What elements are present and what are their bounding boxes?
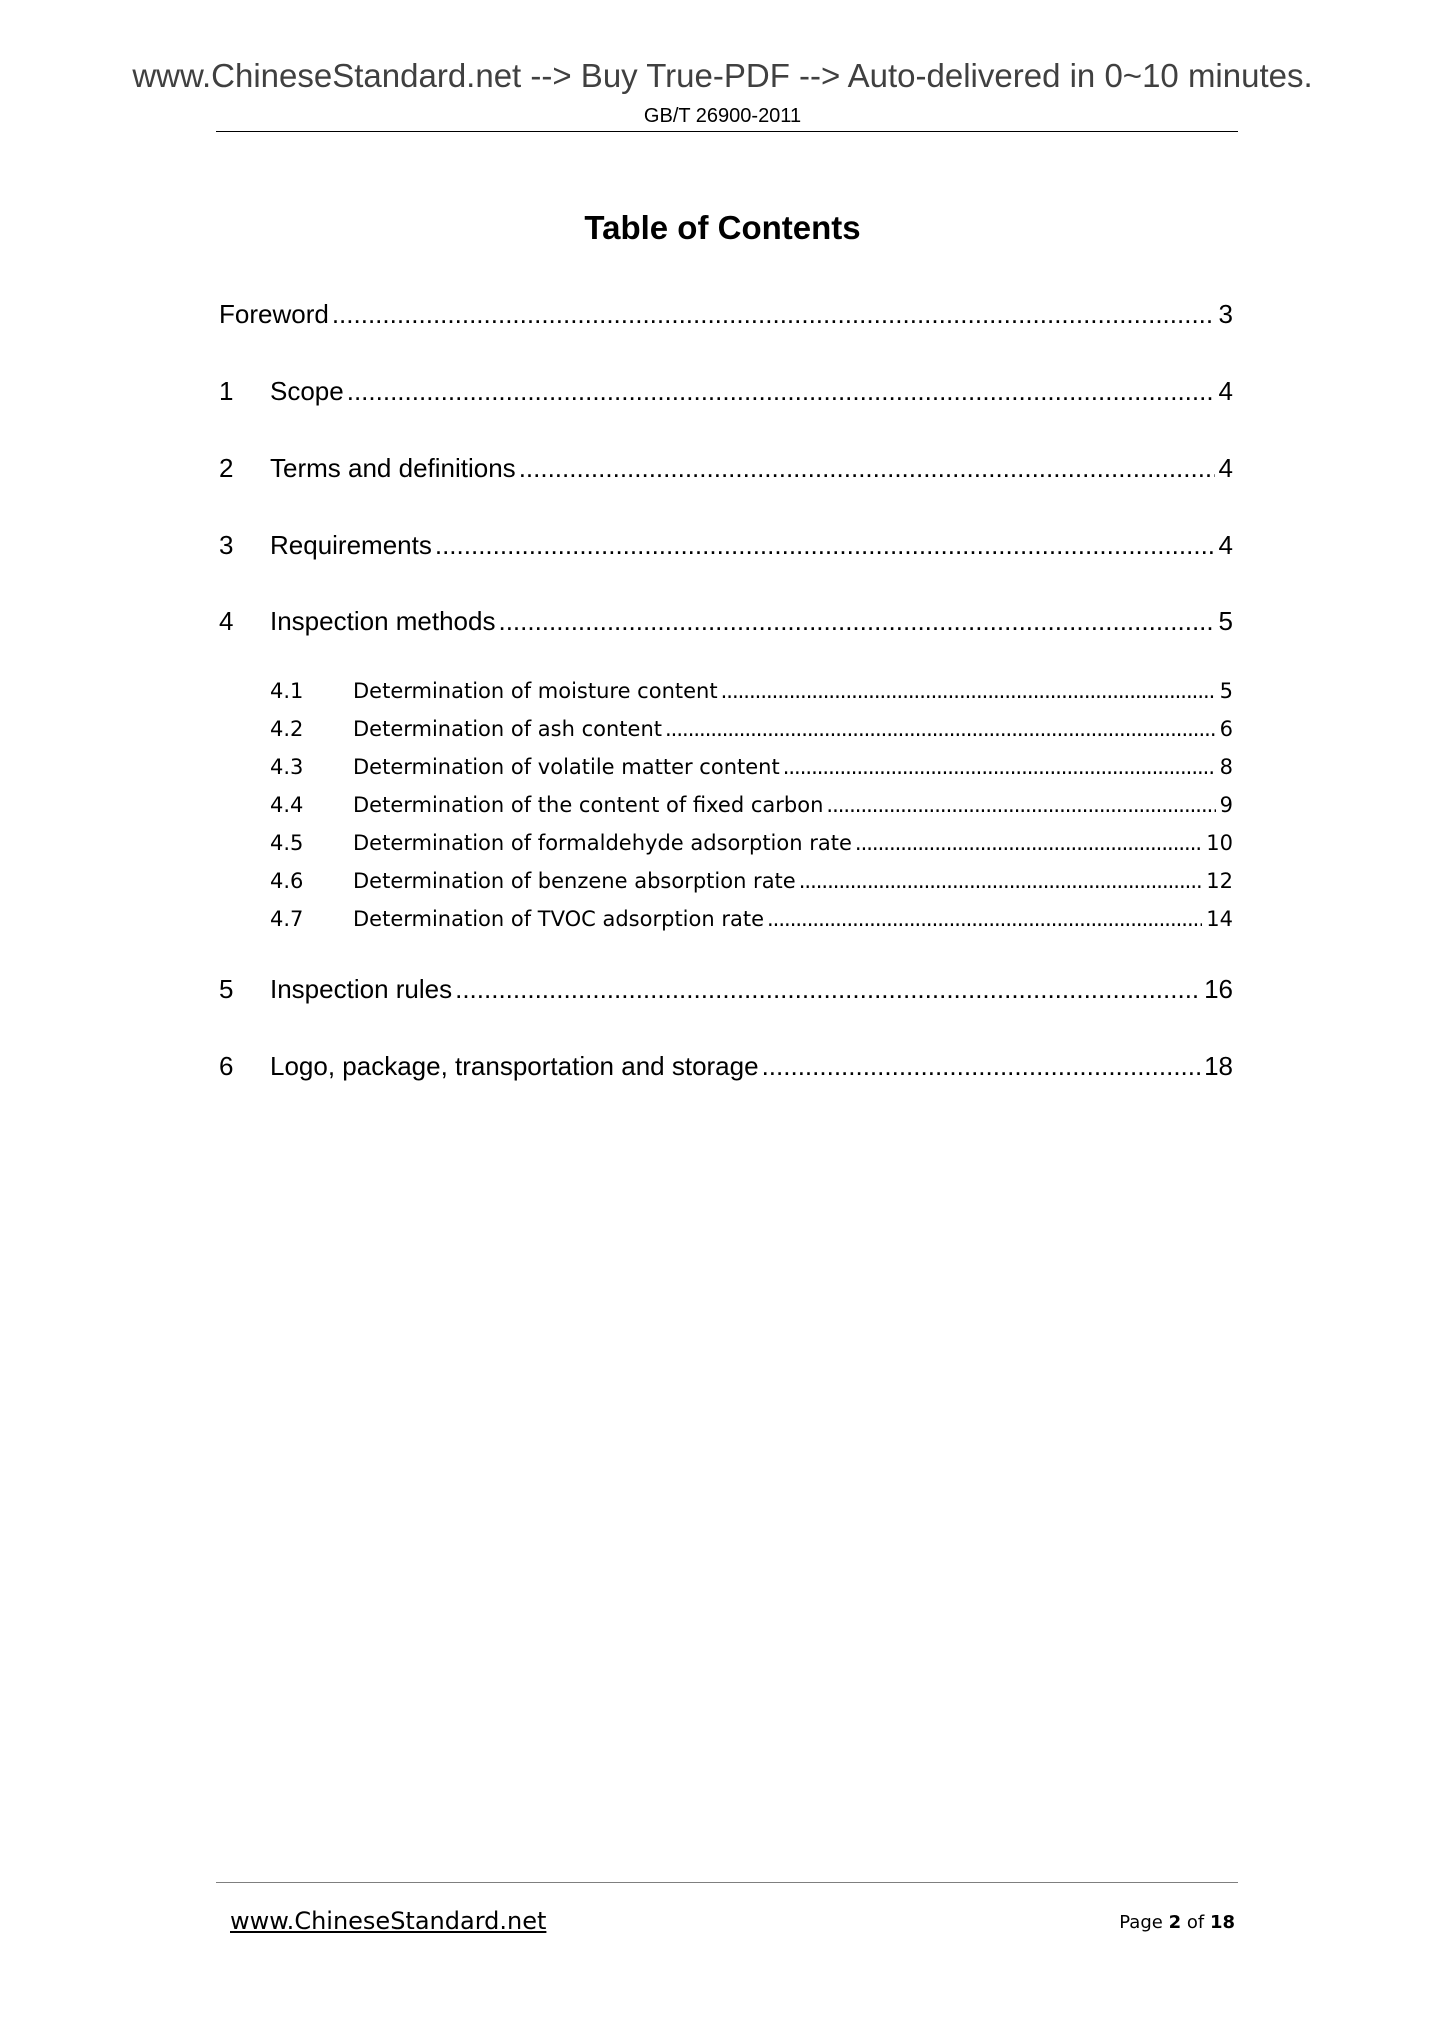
- page-current: 2: [1168, 1912, 1182, 1933]
- footer-divider: [216, 1882, 1238, 1883]
- toc-entry-title: Scope: [270, 376, 344, 406]
- dot-leader: [435, 529, 1215, 561]
- toc-title: Table of Contents: [584, 209, 861, 246]
- toc-entry-title: Determination of volatile matter content: [353, 755, 780, 779]
- toc-entry-page: 5: [1218, 606, 1233, 636]
- toc-entry-title: Logo, package, transportation and storage: [270, 1051, 759, 1081]
- toc-entry-section-5[interactable]: [219, 973, 1233, 1005]
- toc-entry-section-3[interactable]: [219, 529, 1233, 561]
- toc-entry-page: 5: [1219, 679, 1233, 703]
- document-number: GB/T 26900-2011: [643, 105, 802, 127]
- page-prefix: Page: [1119, 1912, 1163, 1933]
- subsection-number: 4.3: [270, 755, 304, 779]
- page-total: 18: [1209, 1912, 1235, 1933]
- subsection-number: 4.6: [270, 869, 304, 893]
- toc-entry-title: Determination of moisture content: [353, 679, 718, 703]
- dot-leader: [762, 1050, 1201, 1082]
- toc-entry-page: 14: [1206, 907, 1233, 931]
- toc-entry-title: Requirements: [270, 530, 432, 560]
- section-number: 6: [219, 1051, 234, 1081]
- toc-entry-title: Determination of formaldehyde adsorption rate: [353, 831, 852, 855]
- section-number: 1: [219, 376, 234, 406]
- top-banner: www.ChineseStandard.net --> Buy True-PDF --> Auto-delivered in 0~10 minutes.: [132, 57, 1313, 94]
- dot-leader: [783, 754, 1216, 780]
- page-of: of: [1186, 1912, 1205, 1933]
- toc-entry-section-4[interactable]: [219, 605, 1233, 637]
- toc-entry-title: Terms and definitions: [270, 453, 516, 483]
- section-number: 4: [219, 606, 234, 636]
- toc-entry-subsection-4-2[interactable]: [270, 716, 1233, 742]
- toc-entry-section-2[interactable]: [219, 452, 1233, 484]
- toc-entry-title: Determination of benzene absorption rate: [353, 869, 796, 893]
- toc-entry-page: 4: [1218, 453, 1233, 483]
- dot-leader: [498, 605, 1214, 637]
- footer-page-number: [1119, 1911, 1235, 1935]
- section-number: 5: [219, 974, 234, 1004]
- toc-entry-subsection-4-6[interactable]: [270, 868, 1233, 894]
- toc-entry-page: 9: [1219, 793, 1233, 817]
- dot-leader: [826, 792, 1215, 818]
- toc-entry-title: Inspection rules: [270, 974, 453, 1004]
- toc-entry-page: 16: [1204, 974, 1233, 1004]
- toc-entry-title: Determination of ash content: [353, 717, 662, 741]
- dot-leader: [332, 298, 1215, 330]
- toc-entry-section-6[interactable]: [219, 1050, 1233, 1082]
- toc-entry-title: Inspection methods: [270, 606, 496, 636]
- toc-entry-page: 10: [1206, 831, 1233, 855]
- subsection-number: 4.7: [270, 907, 304, 931]
- toc-entry-page: 4: [1218, 376, 1233, 406]
- toc-entry-subsection-4-4[interactable]: [270, 792, 1233, 818]
- subsection-number: 4.5: [270, 831, 304, 855]
- subsection-number: 4.2: [270, 717, 304, 741]
- toc-entry-page: 18: [1204, 1051, 1233, 1081]
- toc-entry-page: 4: [1218, 530, 1233, 560]
- toc-entry-title: Determination of the content of fixed carbon: [353, 793, 824, 817]
- section-number: 3: [219, 530, 234, 560]
- toc-entry-section-1[interactable]: [219, 375, 1233, 407]
- toc-entry-page: 8: [1219, 755, 1233, 779]
- dot-leader: [455, 973, 1200, 1005]
- dot-leader: [767, 906, 1202, 932]
- subsection-number: 4.4: [270, 793, 304, 817]
- toc-entry-title: Foreword: [219, 299, 329, 329]
- toc-entry-title: Determination of TVOC adsorption rate: [353, 907, 764, 931]
- footer-website-link[interactable]: www.ChineseStandard.net: [230, 1907, 547, 1935]
- toc-entry-subsection-4-5[interactable]: [270, 830, 1233, 856]
- toc-entry-subsection-4-1[interactable]: [270, 678, 1233, 704]
- dot-leader: [347, 375, 1215, 407]
- dot-leader: [855, 830, 1202, 856]
- toc-entry-page: 12: [1206, 869, 1233, 893]
- dot-leader: [519, 452, 1215, 484]
- toc-entry-page: 6: [1219, 717, 1233, 741]
- section-number: 2: [219, 453, 234, 483]
- toc-entry-foreword[interactable]: [219, 298, 1233, 330]
- dot-leader: [665, 716, 1216, 742]
- toc-entry-subsection-4-7[interactable]: [270, 906, 1233, 932]
- dot-leader: [721, 678, 1216, 704]
- toc-entry-subsection-4-3[interactable]: [270, 754, 1233, 780]
- toc-entry-page: 3: [1218, 299, 1233, 329]
- subsection-number: 4.1: [270, 679, 304, 703]
- dot-leader: [799, 868, 1203, 894]
